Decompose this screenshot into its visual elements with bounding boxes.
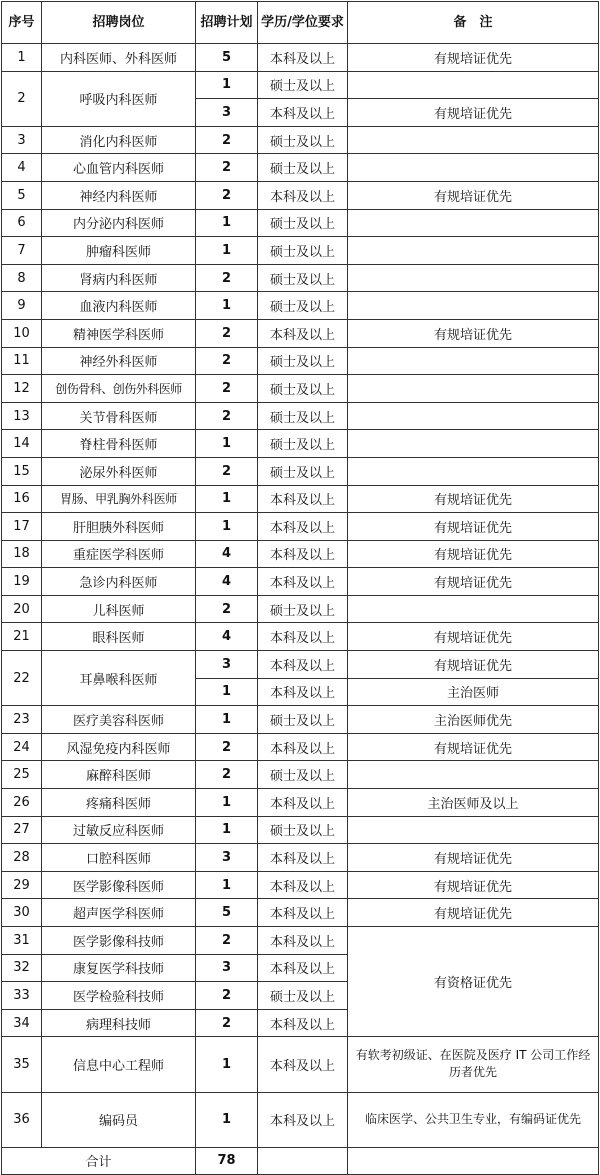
row-education: 硕士及以上: [258, 347, 348, 375]
row-education: 硕士及以上: [258, 595, 348, 623]
row-plan: 2: [196, 154, 258, 182]
row-plan: 1: [196, 789, 258, 817]
table-row: [2, 733, 599, 761]
row-plan: 2: [196, 264, 258, 292]
table-row: [2, 237, 599, 265]
table-row: [2, 899, 599, 927]
row-education: 本科及以上: [258, 568, 348, 596]
row-note: [348, 761, 599, 789]
row-no: 1: [2, 44, 42, 72]
row-no: 11: [2, 347, 42, 375]
table-row: [2, 623, 599, 651]
row-no: 31: [2, 927, 42, 955]
row-plan: 1: [196, 292, 258, 320]
row-no: 5: [2, 181, 42, 209]
row-education: 本科及以上: [258, 844, 348, 872]
row-position: 消化内科医师: [42, 126, 196, 154]
row-plan: 1: [196, 513, 258, 541]
row-position: 医学影像科技师: [42, 927, 196, 955]
table-row: [2, 292, 599, 320]
header-position: 招聘岗位: [42, 2, 196, 44]
row-plan: 1: [196, 706, 258, 734]
row-note: [348, 595, 599, 623]
table-row: [2, 595, 599, 623]
row-note: [348, 457, 599, 485]
header-plan: 招聘计划: [196, 2, 258, 44]
row-position: 心血管内科医师: [42, 154, 196, 182]
row-note: 有规培证优先: [348, 181, 599, 209]
row-education: 硕士及以上: [258, 761, 348, 789]
row-position: 血液内科医师: [42, 292, 196, 320]
row-note: 有规培证优先: [348, 44, 599, 72]
row-education: 硕士及以上: [258, 154, 348, 182]
row-plan: 1: [196, 1092, 258, 1147]
row-education: 硕士及以上: [258, 292, 348, 320]
row-no: 33: [2, 982, 42, 1010]
table-row: [2, 209, 599, 237]
row-plan: 2: [196, 347, 258, 375]
row-education: 硕士及以上: [258, 375, 348, 403]
row-position: 泌尿外科医师: [42, 457, 196, 485]
row-education: 本科及以上: [258, 513, 348, 541]
row-plan: 2: [196, 1009, 258, 1037]
total-plan: 78: [196, 1147, 258, 1174]
total-note: [348, 1147, 599, 1174]
row-plan: 1: [196, 71, 258, 99]
row-no: 7: [2, 237, 42, 265]
row-no: 21: [2, 623, 42, 651]
row-plan: 3: [196, 844, 258, 872]
table-row: [2, 181, 599, 209]
row-no: 19: [2, 568, 42, 596]
row-position: 肝胆胰外科医师: [42, 513, 196, 541]
row-position: 急诊内科医师: [42, 568, 196, 596]
row-education: 硕士及以上: [258, 706, 348, 734]
row-position: 肿瘤科医师: [42, 237, 196, 265]
row-note: [348, 126, 599, 154]
row-position: 胃肠、甲乳胸外科医师: [42, 485, 196, 513]
table-row: [2, 44, 599, 72]
row-education: 硕士及以上: [258, 126, 348, 154]
row-note: 有规培证优先: [348, 485, 599, 513]
row-position: 医疗美容科医师: [42, 706, 196, 734]
row-education: 本科及以上: [258, 789, 348, 817]
row-education: 本科及以上: [258, 319, 348, 347]
row-no: 30: [2, 899, 42, 927]
row-note: 有规培证优先: [348, 568, 599, 596]
row-position: 麻醉科医师: [42, 761, 196, 789]
row-note: 有规培证优先: [348, 540, 599, 568]
row-plan: 1: [196, 816, 258, 844]
table-row: [2, 126, 599, 154]
row-note: 有软考初级证、在医院及医疗 IT 公司工作经历者优先: [348, 1037, 599, 1092]
row-education: 本科及以上: [258, 1092, 348, 1147]
row-education: 本科及以上: [258, 99, 348, 127]
table-row: [2, 154, 599, 182]
table-row: [2, 789, 599, 817]
row-plan: 5: [196, 44, 258, 72]
row-education: 硕士及以上: [258, 264, 348, 292]
row-plan: 2: [196, 126, 258, 154]
row-education: 本科及以上: [258, 954, 348, 982]
row-note: 有规培证优先: [348, 899, 599, 927]
row-position: 眼科医师: [42, 623, 196, 651]
row-education: 本科及以上: [258, 927, 348, 955]
row-education: 本科及以上: [258, 1009, 348, 1037]
row-note: 有规培证优先: [348, 733, 599, 761]
row-plan: 2: [196, 181, 258, 209]
table-row: [2, 485, 599, 513]
row-plan: 5: [196, 899, 258, 927]
table-row: [2, 1037, 599, 1092]
header-education: 学历/学位要求: [258, 2, 348, 44]
row-no: 16: [2, 485, 42, 513]
row-note: 有规培证优先: [348, 623, 599, 651]
table-row: [2, 513, 599, 541]
row-position: 神经外科医师: [42, 347, 196, 375]
row-position: 神经内科医师: [42, 181, 196, 209]
table-row: [2, 706, 599, 734]
row-position: 脊柱骨科医师: [42, 430, 196, 458]
row-education: 本科及以上: [258, 871, 348, 899]
row-position: 精神医学科医师: [42, 319, 196, 347]
row-position: 康复医学科技师: [42, 954, 196, 982]
table-row: [2, 540, 599, 568]
row-education: 硕士及以上: [258, 430, 348, 458]
table-row: [2, 844, 599, 872]
row-education: 硕士及以上: [258, 982, 348, 1010]
row-position: 儿科医师: [42, 595, 196, 623]
row-no: 29: [2, 871, 42, 899]
row-plan: 1: [196, 1037, 258, 1092]
row-plan: 2: [196, 457, 258, 485]
row-note: 有规培证优先: [348, 513, 599, 541]
row-note: [348, 209, 599, 237]
row-position: 风湿免疫内科医师: [42, 733, 196, 761]
row-no: 28: [2, 844, 42, 872]
row-note: [348, 347, 599, 375]
row-note: [348, 816, 599, 844]
row-note: 有规培证优先: [348, 651, 599, 679]
row-position: 口腔科医师: [42, 844, 196, 872]
row-plan: 3: [196, 651, 258, 679]
total-label: 合计: [2, 1147, 196, 1174]
row-plan: 4: [196, 568, 258, 596]
total-row: [2, 1147, 599, 1174]
table-row: [2, 761, 599, 789]
row-position: 呼吸内科医师: [42, 71, 196, 126]
row-no: 34: [2, 1009, 42, 1037]
row-plan: 4: [196, 623, 258, 651]
row-education: 硕士及以上: [258, 402, 348, 430]
table-row: [2, 402, 599, 430]
total-education: [258, 1147, 348, 1174]
row-position: 创伤骨科、创伤外科医师: [42, 375, 196, 403]
row-education: 本科及以上: [258, 181, 348, 209]
row-no: 23: [2, 706, 42, 734]
row-position: 重症医学科医师: [42, 540, 196, 568]
table-row: [2, 375, 599, 403]
row-education: 硕士及以上: [258, 71, 348, 99]
row-no: 8: [2, 264, 42, 292]
row-plan: 2: [196, 927, 258, 955]
row-education: 本科及以上: [258, 1037, 348, 1092]
row-no: 25: [2, 761, 42, 789]
table-row: [2, 568, 599, 596]
row-plan: 1: [196, 485, 258, 513]
row-note: 有规培证优先: [348, 871, 599, 899]
row-no: 20: [2, 595, 42, 623]
row-note: 临床医学、公共卫生专业，有编码证优先: [348, 1092, 599, 1147]
row-plan: 3: [196, 99, 258, 127]
row-note-merged: 有资格证优先: [348, 927, 599, 1037]
row-plan: 1: [196, 678, 258, 706]
row-education: 本科及以上: [258, 651, 348, 679]
row-education: 本科及以上: [258, 899, 348, 927]
row-no: 14: [2, 430, 42, 458]
row-no: 10: [2, 319, 42, 347]
row-note: [348, 264, 599, 292]
row-plan: 1: [196, 209, 258, 237]
row-note: 有规培证优先: [348, 319, 599, 347]
row-note: [348, 292, 599, 320]
row-position: 信息中心工程师: [42, 1037, 196, 1092]
row-plan: 2: [196, 595, 258, 623]
table-row: [2, 319, 599, 347]
row-no: 6: [2, 209, 42, 237]
row-no: 13: [2, 402, 42, 430]
row-note: [348, 430, 599, 458]
row-plan: 2: [196, 733, 258, 761]
row-no: 2: [2, 71, 42, 126]
row-note: [348, 237, 599, 265]
row-education: 本科及以上: [258, 44, 348, 72]
table-row: [2, 816, 599, 844]
row-education: 本科及以上: [258, 733, 348, 761]
row-plan: 3: [196, 954, 258, 982]
row-education: 硕士及以上: [258, 457, 348, 485]
row-no: 26: [2, 789, 42, 817]
row-no: 3: [2, 126, 42, 154]
table-row: [2, 71, 599, 99]
row-plan: 1: [196, 430, 258, 458]
row-note: [348, 71, 599, 99]
table-row: [2, 871, 599, 899]
row-plan: 2: [196, 375, 258, 403]
row-position: 过敏反应科医师: [42, 816, 196, 844]
row-position: 编码员: [42, 1092, 196, 1147]
row-education: 本科及以上: [258, 485, 348, 513]
row-position: 耳鼻喉科医师: [42, 651, 196, 706]
row-no: 36: [2, 1092, 42, 1147]
header-row: [2, 2, 599, 44]
row-note: 有规培证优先: [348, 99, 599, 127]
row-plan: 1: [196, 871, 258, 899]
row-no: 15: [2, 457, 42, 485]
row-plan: 2: [196, 761, 258, 789]
row-no: 17: [2, 513, 42, 541]
row-note: 主治医师优先: [348, 706, 599, 734]
row-position: 关节骨科医师: [42, 402, 196, 430]
row-position: 肾病内科医师: [42, 264, 196, 292]
row-plan: 2: [196, 319, 258, 347]
table-row: [2, 651, 599, 679]
row-no: 24: [2, 733, 42, 761]
row-position: 医学检验科技师: [42, 982, 196, 1010]
row-no: 27: [2, 816, 42, 844]
table-row: [2, 457, 599, 485]
row-plan: 1: [196, 237, 258, 265]
row-note: 主治医师: [348, 678, 599, 706]
row-no: 22: [2, 651, 42, 706]
row-education: 硕士及以上: [258, 237, 348, 265]
row-no: 35: [2, 1037, 42, 1092]
recruitment-table: [1, 1, 599, 1175]
row-no: 12: [2, 375, 42, 403]
row-position: 病理科技师: [42, 1009, 196, 1037]
row-note: 主治医师及以上: [348, 789, 599, 817]
row-plan: 4: [196, 540, 258, 568]
row-position: 医学影像科医师: [42, 871, 196, 899]
row-education: 本科及以上: [258, 623, 348, 651]
table-row: [2, 1092, 599, 1147]
row-plan: 2: [196, 402, 258, 430]
row-position: 超声医学科医师: [42, 899, 196, 927]
table-row: [2, 347, 599, 375]
row-position: 疼痛科医师: [42, 789, 196, 817]
table-row: [2, 927, 599, 955]
row-position: 内科医师、外科医师: [42, 44, 196, 72]
row-no: 4: [2, 154, 42, 182]
row-no: 9: [2, 292, 42, 320]
header-note: 备 注: [348, 2, 599, 44]
row-education: 本科及以上: [258, 678, 348, 706]
row-position: 内分泌内科医师: [42, 209, 196, 237]
row-no: 32: [2, 954, 42, 982]
row-no: 18: [2, 540, 42, 568]
row-plan: 2: [196, 982, 258, 1010]
row-note: 有规培证优先: [348, 844, 599, 872]
row-education: 本科及以上: [258, 540, 348, 568]
row-note: [348, 402, 599, 430]
table-row: [2, 430, 599, 458]
header-no: 序号: [2, 2, 42, 44]
row-note: [348, 375, 599, 403]
table-row: [2, 264, 599, 292]
row-note: [348, 154, 599, 182]
row-education: 硕士及以上: [258, 816, 348, 844]
row-education: 硕士及以上: [258, 209, 348, 237]
